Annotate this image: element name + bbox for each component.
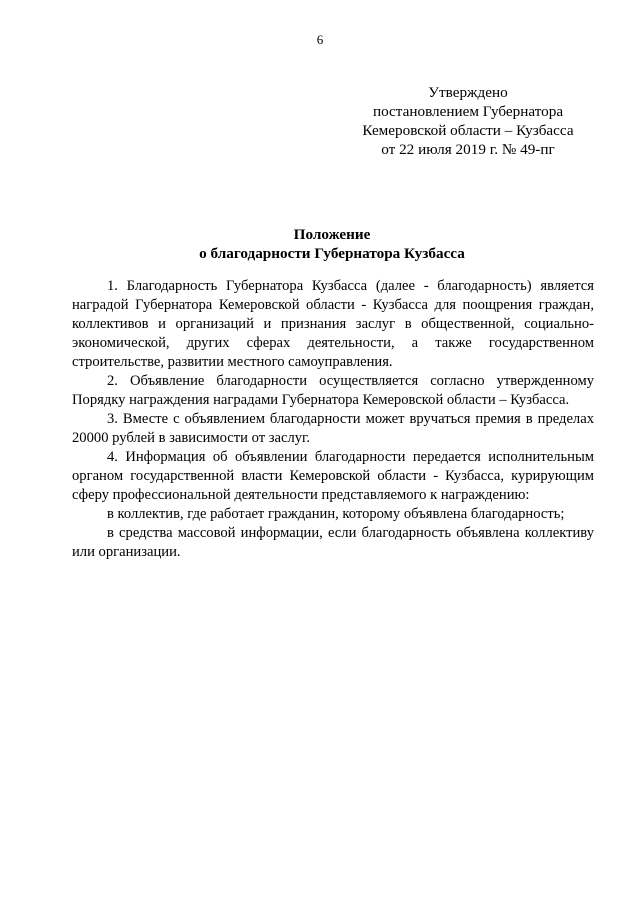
page-number: 6: [316, 32, 324, 47]
paragraph-1: 1. Благодарность Губернатора Кузбасса (далее - благодарность) является наградой Губернатора Кемеровской области - Кузбасса для поощрения граждан, коллективов и организаций и признания заслуг в общественной, социально-экономической, других сферах деятельности, а также государственном строительстве, развитии местного самоуправления.: [72, 278, 594, 370]
approval-line-3: Кемеровской области – Кузбасса: [362, 122, 574, 139]
approval-stamp: [340, 83, 596, 159]
approval-line-4: от 22 июля 2019 г. № 49-пг: [381, 141, 555, 158]
approval-line-1: Утверждено: [428, 84, 508, 101]
document-title: [60, 225, 604, 263]
approval-line-2: постановлением Губернатора: [372, 103, 564, 120]
title-line-1: Положение: [293, 226, 371, 243]
paragraph-4: 4. Информация об объявлении благодарности передается исполнительным органом государственной власти Кемеровской области - Кузбасса, курирующим сферу профессиональной деятельности представляемого к награждению:: [72, 449, 594, 503]
paragraph-6: в средства массовой информации, если благодарность объявлена коллективу или организации.: [72, 525, 594, 560]
paragraph-5: в коллектив, где работает гражданин, которому объявлена благодарность;: [107, 506, 565, 522]
document-body: [72, 277, 594, 562]
paragraph-3: 3. Вместе с объявлением благодарности может вручаться премия в пределах 20000 рублей в зависимости от заслуг.: [72, 411, 594, 446]
paragraph-2: 2. Объявление благодарности осуществляется согласно утвержденному Порядку награждения наградами Губернатора Кемеровской области – Кузбасса.: [72, 373, 594, 408]
title-line-2: о благодарности Губернатора Кузбасса: [199, 245, 465, 262]
